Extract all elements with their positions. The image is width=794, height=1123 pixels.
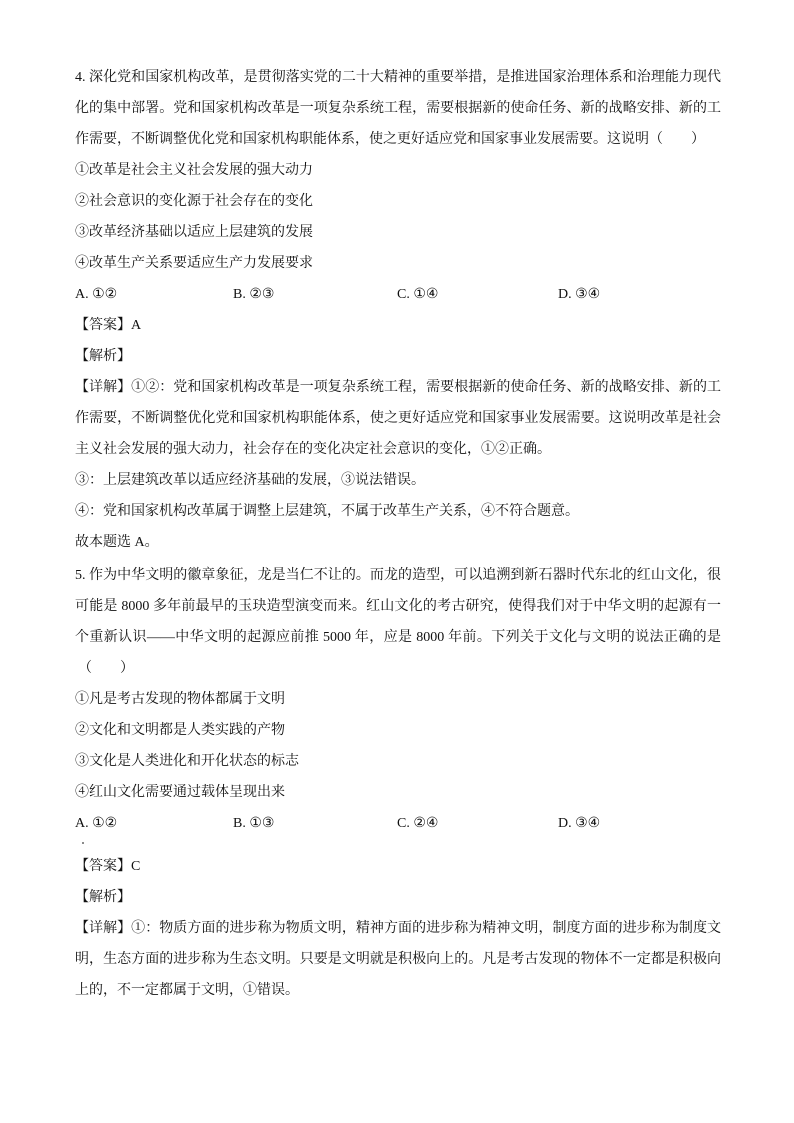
- question-4-option-a: A. ①②: [75, 287, 118, 302]
- question-4-answer: 【答案】A: [75, 318, 142, 333]
- question-4-conclusion: 故本题选 A。: [75, 535, 159, 550]
- question-4-detail-line: 主义社会发展的强大动力，社会存在的变化决定社会意识的变化，①②正确。: [75, 442, 551, 457]
- question-4-detail-line: ④：党和国家机构改革属于调整上层建筑，不属于改革生产关系，④不符合题意。: [75, 504, 579, 519]
- question-5-detail-line: 上的，不一定都属于文明，①错误。: [75, 983, 299, 998]
- question-4-options: [75, 279, 721, 310]
- question-4-statement-1: ①改革是社会主义社会发展的强大动力: [75, 163, 313, 178]
- question-4-stem-line: 4. 深化党和国家机构改革，是贯彻落实党的二十大精神的重要举措，是推进国家治理体系和治理能力现代: [75, 70, 721, 85]
- question-5-detail-line: 【详解】①：物质方面的进步称为物质文明，精神方面的进步称为精神文明，制度方面的进步称为制度文: [75, 921, 721, 936]
- question-4-option-d: D. ③④: [558, 287, 601, 302]
- question-5-detail-line: 明，生态方面的进步称为生态文明。只要是文明就是积极向上的。凡是考古发现的物体不一定都是积极向: [75, 952, 721, 967]
- question-4-detail-line: ③：上层建筑改革以适应经济基础的发展，③说法错误。: [75, 473, 425, 488]
- question-4-option-c: C. ①④: [397, 287, 439, 302]
- question-5-statement-1: ①凡是考古发现的物体都属于文明: [75, 692, 285, 707]
- stray-mark: [82, 842, 84, 844]
- question-4-stem-line: 作需要，不断调整优化党和国家机构职能体系，使之更好适应党和国家事业发展需要。这说明（ ）: [75, 132, 705, 147]
- question-4-stem-line: 化的集中部署。党和国家机构改革是一项复杂系统工程，需要根据新的使命任务、新的战略安排、新的工: [75, 101, 721, 116]
- question-4-option-b: B. ②③: [233, 287, 275, 302]
- question-5-analysis-heading: 【解析】: [75, 890, 131, 905]
- question-5-answer-blank: （ ）: [78, 661, 134, 676]
- question-4-statement-2: ②社会意识的变化源于社会存在的变化: [75, 194, 313, 209]
- question-5-statement-2: ②文化和文明都是人类实践的产物: [75, 723, 285, 738]
- question-5-stem-line: 可能是 8000 多年前最早的玉玦造型演变而来。红山文化的考古研究，使得我们对于中华文明的起源有一: [75, 599, 721, 614]
- question-4-analysis-heading: 【解析】: [75, 349, 131, 364]
- question-5-option-a: A. ①②: [75, 816, 118, 831]
- question-5-stem-line: 个重新认识——中华文明的起源应前推 5000 年，应是 8000 年前。下列关于文化与文明的说法正确的是: [75, 630, 721, 645]
- question-5-option-d: D. ③④: [558, 816, 601, 831]
- question-5-stem-line: 5. 作为中华文明的徽章象征，龙是当仁不让的。而龙的造型，可以追溯到新石器时代东北的红山文化，很: [75, 568, 721, 583]
- question-5-option-b: B. ①③: [233, 816, 275, 831]
- question-4-statement-4: ④改革生产关系要适应生产力发展要求: [75, 256, 313, 271]
- question-5-answer: 【答案】C: [75, 859, 141, 874]
- question-4-statement-3: ③改革经济基础以适应上层建筑的发展: [75, 225, 313, 240]
- question-5-statement-3: ③文化是人类进化和开化状态的标志: [75, 754, 299, 769]
- question-5: [75, 560, 721, 1006]
- question-4-detail-line: 作需要，不断调整优化党和国家机构职能体系，使之更好适应党和国家事业发展需要。这说明改革是社会: [75, 411, 721, 426]
- document-content: [75, 62, 721, 1006]
- question-5-option-c: C. ②④: [397, 816, 439, 831]
- question-5-statement-4: ④红山文化需要通过载体呈现出来: [75, 785, 285, 800]
- question-4: [75, 62, 721, 558]
- question-5-options: [75, 808, 721, 839]
- question-4-detail-line: 【详解】①②：党和国家机构改革是一项复杂系统工程，需要根据新的使命任务、新的战略安排、新的工: [75, 380, 721, 395]
